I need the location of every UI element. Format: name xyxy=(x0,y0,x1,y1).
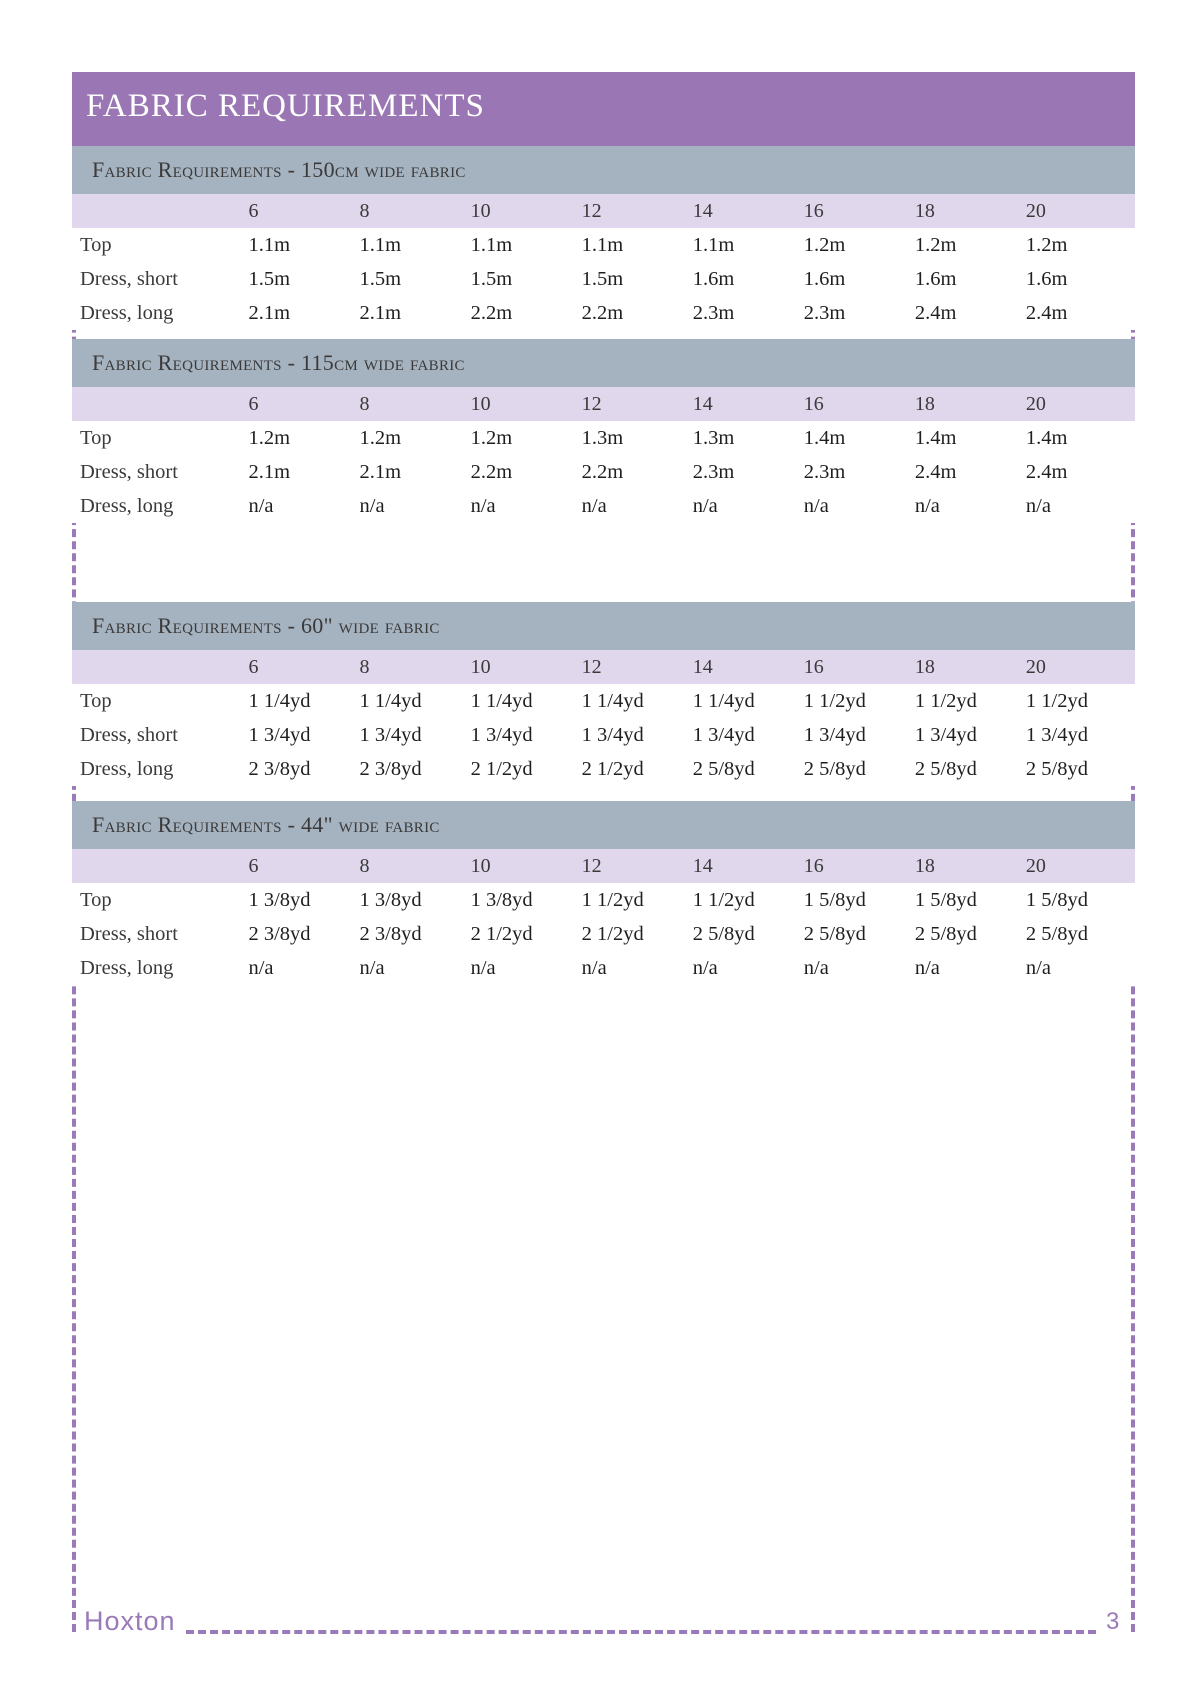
fabric-table-44in xyxy=(72,801,1135,985)
page-title: FABRIC REQUIREMENTS xyxy=(86,88,485,124)
value-cell: 1 3/8yd xyxy=(359,888,422,911)
value-cell: 2 3/8yd xyxy=(248,757,311,780)
size-cell: 14 xyxy=(692,392,713,415)
value-cell: 1 3/4yd xyxy=(470,723,533,746)
value-cell: 1.2m xyxy=(1025,233,1068,256)
value-cell: n/a xyxy=(470,956,496,979)
size-header-row xyxy=(72,387,1135,421)
value-cell: n/a xyxy=(692,956,718,979)
value-cell: 2.2m xyxy=(470,301,513,324)
value-cell: 1 1/4yd xyxy=(470,689,533,712)
table-row xyxy=(72,262,1135,296)
value-cell: 1.1m xyxy=(581,233,624,256)
size-cell: 8 xyxy=(359,392,370,415)
value-cell: 1.2m xyxy=(470,426,513,449)
size-cell: 14 xyxy=(692,199,713,222)
value-cell: 1.2m xyxy=(248,426,291,449)
size-cell: 10 xyxy=(470,392,491,415)
row-label: Top xyxy=(80,888,112,911)
size-cell: 16 xyxy=(803,854,824,877)
size-header-row xyxy=(72,194,1135,228)
value-cell: 2 5/8yd xyxy=(692,757,755,780)
value-cell: 1.6m xyxy=(803,267,846,290)
row-label: Dress, long xyxy=(80,301,174,324)
table-row xyxy=(72,684,1135,718)
size-cell: 20 xyxy=(1025,199,1046,222)
value-cell: 2 5/8yd xyxy=(803,757,866,780)
size-cell: 20 xyxy=(1025,854,1046,877)
value-cell: 2.2m xyxy=(581,460,624,483)
value-cell: 1 1/4yd xyxy=(359,689,422,712)
value-cell: 1.5m xyxy=(248,267,291,290)
section-title: Fabric Requirements - 60" wide fabric xyxy=(72,602,1135,650)
value-cell: 2 5/8yd xyxy=(1025,757,1088,780)
value-cell: 2 1/2yd xyxy=(470,922,533,945)
value-cell: 1.2m xyxy=(803,233,846,256)
size-cell: 18 xyxy=(914,655,935,678)
size-header-row xyxy=(72,650,1135,684)
table-row xyxy=(72,951,1135,985)
size-cell: 18 xyxy=(914,392,935,415)
size-cell: 8 xyxy=(359,854,370,877)
value-cell: 1 1/2yd xyxy=(1025,689,1088,712)
value-cell: n/a xyxy=(914,956,940,979)
value-cell: 2.3m xyxy=(803,301,846,324)
value-cell: 1 3/8yd xyxy=(470,888,533,911)
value-cell: 2 3/8yd xyxy=(359,922,422,945)
value-cell: 1.6m xyxy=(914,267,957,290)
size-cell: 20 xyxy=(1025,655,1046,678)
size-cell: 16 xyxy=(803,199,824,222)
size-cell: 12 xyxy=(581,392,602,415)
value-cell: 1 5/8yd xyxy=(914,888,977,911)
size-cell: 6 xyxy=(248,392,259,415)
value-cell: 1 1/4yd xyxy=(692,689,755,712)
value-cell: 1 1/2yd xyxy=(692,888,755,911)
row-label: Top xyxy=(80,233,112,256)
value-cell: 2 3/8yd xyxy=(248,922,311,945)
size-cell: 12 xyxy=(581,854,602,877)
size-cell: 18 xyxy=(914,854,935,877)
value-cell: 1.1m xyxy=(359,233,402,256)
table-row xyxy=(72,421,1135,455)
size-cell: 14 xyxy=(692,655,713,678)
fabric-table-115cm xyxy=(72,339,1135,523)
size-cell: 10 xyxy=(470,854,491,877)
value-cell: 1 3/8yd xyxy=(248,888,311,911)
footer-brand: Hoxton xyxy=(84,1606,182,1637)
value-cell: 1.5m xyxy=(470,267,513,290)
size-cell: 6 xyxy=(248,854,259,877)
value-cell: 1 1/2yd xyxy=(803,689,866,712)
value-cell: 2 1/2yd xyxy=(581,922,644,945)
value-cell: 1.4m xyxy=(803,426,846,449)
value-cell: 2.4m xyxy=(914,460,957,483)
table-row xyxy=(72,489,1135,523)
page-number: 3 xyxy=(1100,1608,1125,1636)
value-cell: 2 5/8yd xyxy=(914,757,977,780)
table-row xyxy=(72,228,1135,262)
value-cell: 1.1m xyxy=(692,233,735,256)
size-cell: 12 xyxy=(581,655,602,678)
value-cell: n/a xyxy=(914,494,940,517)
section-title: Fabric Requirements - 44" wide fabric xyxy=(72,801,1135,849)
value-cell: 2 1/2yd xyxy=(581,757,644,780)
row-label: Dress, short xyxy=(80,267,178,290)
row-label: Dress, long xyxy=(80,757,174,780)
value-cell: 1.4m xyxy=(1025,426,1068,449)
table-row xyxy=(72,455,1135,489)
value-cell: 2 5/8yd xyxy=(692,922,755,945)
value-cell: 2 3/8yd xyxy=(359,757,422,780)
size-cell: 10 xyxy=(470,199,491,222)
footer-divider xyxy=(186,1630,1096,1634)
value-cell: 1 3/4yd xyxy=(581,723,644,746)
value-cell: 2.3m xyxy=(692,460,735,483)
size-cell: 16 xyxy=(803,392,824,415)
value-cell: 1.3m xyxy=(581,426,624,449)
size-cell: 6 xyxy=(248,655,259,678)
value-cell: 1 1/2yd xyxy=(914,689,977,712)
value-cell: n/a xyxy=(359,956,385,979)
value-cell: 1.2m xyxy=(914,233,957,256)
value-cell: n/a xyxy=(470,494,496,517)
fabric-table-150cm xyxy=(72,146,1135,330)
value-cell: 1 3/4yd xyxy=(914,723,977,746)
value-cell: n/a xyxy=(1025,494,1051,517)
value-cell: 2.4m xyxy=(1025,301,1068,324)
value-cell: 1 5/8yd xyxy=(803,888,866,911)
value-cell: 2.4m xyxy=(1025,460,1068,483)
value-cell: n/a xyxy=(359,494,385,517)
value-cell: n/a xyxy=(1025,956,1051,979)
size-cell: 12 xyxy=(581,199,602,222)
row-label: Top xyxy=(80,426,112,449)
size-cell: 6 xyxy=(248,199,259,222)
table-row xyxy=(72,296,1135,330)
table-row xyxy=(72,917,1135,951)
size-cell: 8 xyxy=(359,199,370,222)
value-cell: 1.1m xyxy=(470,233,513,256)
value-cell: 1 3/4yd xyxy=(359,723,422,746)
value-cell: 1 3/4yd xyxy=(1025,723,1088,746)
value-cell: 1 1/4yd xyxy=(581,689,644,712)
value-cell: 2.1m xyxy=(248,460,291,483)
value-cell: n/a xyxy=(803,494,829,517)
section-title: Fabric Requirements - 115cm wide fabric xyxy=(72,339,1135,387)
value-cell: 1.1m xyxy=(248,233,291,256)
value-cell: 1.3m xyxy=(692,426,735,449)
page-header xyxy=(72,72,1135,146)
value-cell: 2.3m xyxy=(692,301,735,324)
row-label: Top xyxy=(80,689,112,712)
value-cell: 2 5/8yd xyxy=(914,922,977,945)
size-cell: 8 xyxy=(359,655,370,678)
value-cell: 2 5/8yd xyxy=(803,922,866,945)
table-row xyxy=(72,718,1135,752)
value-cell: 1 1/4yd xyxy=(248,689,311,712)
value-cell: 2 1/2yd xyxy=(470,757,533,780)
value-cell: 1.2m xyxy=(359,426,402,449)
row-label: Dress, short xyxy=(80,922,178,945)
value-cell: 2.4m xyxy=(914,301,957,324)
value-cell: 1 3/4yd xyxy=(248,723,311,746)
value-cell: 2 5/8yd xyxy=(1025,922,1088,945)
value-cell: 1 3/4yd xyxy=(803,723,866,746)
row-label: Dress, long xyxy=(80,956,174,979)
table-row xyxy=(72,752,1135,786)
fabric-table-60in xyxy=(72,602,1135,786)
row-label: Dress, long xyxy=(80,494,174,517)
size-cell: 20 xyxy=(1025,392,1046,415)
size-cell: 16 xyxy=(803,655,824,678)
size-cell: 18 xyxy=(914,199,935,222)
value-cell: 1.6m xyxy=(1025,267,1068,290)
value-cell: 1 5/8yd xyxy=(1025,888,1088,911)
value-cell: 1 1/2yd xyxy=(581,888,644,911)
value-cell: 2.1m xyxy=(359,460,402,483)
value-cell: 1.5m xyxy=(581,267,624,290)
size-cell: 14 xyxy=(692,854,713,877)
row-label: Dress, short xyxy=(80,460,178,483)
value-cell: 1.4m xyxy=(914,426,957,449)
value-cell: n/a xyxy=(692,494,718,517)
value-cell: 2.2m xyxy=(470,460,513,483)
value-cell: 2.3m xyxy=(803,460,846,483)
value-cell: n/a xyxy=(581,956,607,979)
table-row xyxy=(72,883,1135,917)
value-cell: n/a xyxy=(248,494,274,517)
value-cell: 2.1m xyxy=(359,301,402,324)
value-cell: 1.6m xyxy=(692,267,735,290)
value-cell: 2.1m xyxy=(248,301,291,324)
size-header-row xyxy=(72,849,1135,883)
value-cell: 2.2m xyxy=(581,301,624,324)
section-title: Fabric Requirements - 150cm wide fabric xyxy=(72,146,1135,194)
value-cell: 1 3/4yd xyxy=(692,723,755,746)
value-cell: 1.5m xyxy=(359,267,402,290)
row-label: Dress, short xyxy=(80,723,178,746)
value-cell: n/a xyxy=(581,494,607,517)
value-cell: n/a xyxy=(248,956,274,979)
value-cell: n/a xyxy=(803,956,829,979)
size-cell: 10 xyxy=(470,655,491,678)
